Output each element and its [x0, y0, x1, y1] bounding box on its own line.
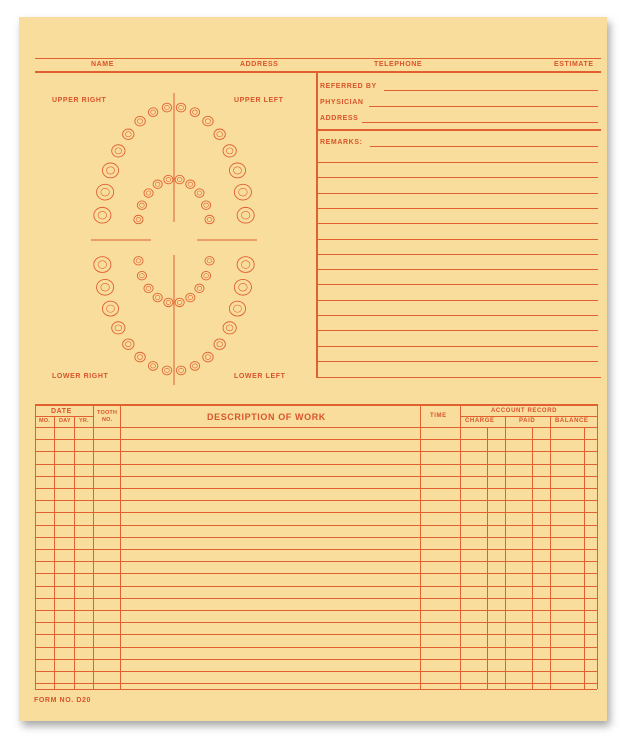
- lower-permanent-tooth: [229, 301, 245, 316]
- lower-permanent-tooth: [223, 322, 236, 334]
- upper-permanent-tooth: [176, 103, 186, 112]
- upper-primary-tooth: [186, 180, 195, 188]
- table-row-line: [35, 464, 597, 465]
- table-row-line: [35, 439, 597, 440]
- remarks-line: [317, 330, 598, 331]
- header-name-label: NAME: [91, 61, 115, 68]
- header-address-label: ADDRESS: [240, 61, 279, 68]
- remarks-line: [317, 223, 598, 224]
- upper-primary-tooth: [164, 175, 173, 183]
- remarks-line: [317, 193, 598, 194]
- upper-permanent-tooth: [102, 163, 118, 178]
- table-bottom-border: [35, 689, 597, 690]
- table-row-line: [35, 451, 597, 452]
- remarks-line: [317, 254, 598, 255]
- lower-permanent-tooth: [176, 366, 186, 375]
- remarks-line: [317, 177, 598, 178]
- upper-permanent-tooth: [223, 145, 236, 157]
- lower-permanent-tooth: [135, 352, 145, 362]
- table-row-line: [35, 683, 597, 684]
- table-right-border: [597, 404, 598, 689]
- tooth-chart: [19, 17, 319, 397]
- tooth-no-header: NO.: [102, 417, 113, 423]
- description-header: DESCRIPTION OF WORK: [207, 412, 326, 422]
- upper-left-label: UPPER LEFT: [234, 97, 284, 104]
- lower-primary-tooth: [186, 293, 195, 301]
- remarks-label: REMARKS:: [320, 139, 363, 146]
- charge-cents-divider: [487, 427, 488, 689]
- table-row-line: [35, 537, 597, 538]
- table-row-line: [35, 512, 597, 513]
- lower-permanent-tooth: [237, 257, 254, 273]
- table-row-line: [35, 586, 597, 587]
- paid-header: PAID: [519, 418, 536, 424]
- table-row-line: [35, 488, 597, 489]
- upper-permanent-tooth: [229, 163, 245, 178]
- table-row-line: [35, 659, 597, 660]
- lower-primary-tooth: [164, 298, 173, 306]
- upper-permanent-tooth: [135, 116, 145, 126]
- table-row-line: [35, 525, 597, 526]
- upper-primary-tooth: [134, 215, 143, 223]
- upper-permanent-tooth: [97, 184, 114, 200]
- day-header: DAY: [59, 418, 71, 424]
- balance-cents-divider: [584, 427, 585, 689]
- upper-primary-tooth: [201, 201, 210, 209]
- lower-permanent-tooth: [234, 279, 251, 295]
- lower-primary-tooth: [201, 271, 210, 279]
- upper-primary-tooth: [153, 180, 162, 188]
- referred-by-line: [384, 90, 598, 91]
- lower-permanent-tooth: [97, 279, 114, 295]
- lower-permanent-tooth: [162, 366, 172, 375]
- chart-divider: [316, 72, 318, 378]
- upper-permanent-tooth: [234, 184, 251, 200]
- table-row-line: [35, 476, 597, 477]
- info-bottom-line: [317, 129, 601, 131]
- remarks-line: [317, 269, 598, 270]
- date-header: DATE: [51, 408, 72, 415]
- lower-right-label: LOWER RIGHT: [52, 373, 109, 380]
- upper-primary-tooth: [175, 175, 184, 183]
- charge-header: CHARGE: [465, 418, 495, 424]
- lower-permanent-tooth: [148, 362, 158, 371]
- lower-permanent-tooth: [94, 257, 111, 273]
- lower-primary-tooth: [195, 284, 204, 292]
- lower-permanent-tooth: [123, 339, 134, 349]
- date-subheader-line: [35, 416, 93, 417]
- tooth-header: TOOTH: [97, 410, 118, 416]
- referred-by-label: REFERRED BY: [320, 83, 377, 90]
- yr-header: YR.: [79, 418, 89, 424]
- mo-header: MO.: [39, 418, 50, 424]
- table-row-line: [35, 549, 597, 550]
- lower-left-label: LOWER LEFT: [234, 373, 286, 380]
- table-row-line: [35, 561, 597, 562]
- lower-permanent-tooth: [190, 362, 200, 371]
- upper-permanent-tooth: [148, 108, 158, 117]
- lower-permanent-tooth: [112, 322, 125, 334]
- upper-section-bottom-line: [317, 377, 601, 378]
- lower-permanent-tooth: [214, 339, 225, 349]
- balance-header: BALANCE: [555, 418, 589, 424]
- upper-permanent-tooth: [94, 207, 111, 223]
- paid-balance-divider: [550, 416, 551, 689]
- lower-permanent-tooth: [102, 301, 118, 316]
- table-row-line: [35, 671, 597, 672]
- table-row-line: [35, 634, 597, 635]
- table-row-line: [35, 598, 597, 599]
- table-row-line: [35, 647, 597, 648]
- upper-primary-tooth: [137, 201, 146, 209]
- upper-primary-tooth: [195, 189, 204, 197]
- remarks-line: [317, 346, 598, 347]
- table-row-line: [35, 610, 597, 611]
- upper-right-label: UPPER RIGHT: [52, 97, 107, 104]
- upper-permanent-tooth: [162, 103, 172, 112]
- account-subheader-line: [460, 416, 597, 417]
- upper-permanent-tooth: [214, 129, 225, 139]
- remarks-line: [317, 300, 598, 301]
- lower-primary-tooth: [153, 293, 162, 301]
- physician-line: [369, 106, 598, 107]
- upper-permanent-tooth: [237, 207, 254, 223]
- lower-primary-tooth: [134, 257, 143, 265]
- address-line: [362, 122, 598, 123]
- table-row-line: [35, 622, 597, 623]
- time-header: TIME: [430, 413, 447, 419]
- paid-cents-divider: [532, 427, 533, 689]
- lower-primary-tooth: [205, 257, 214, 265]
- physician-label: PHYSICIAN: [320, 99, 364, 106]
- form-number: FORM NO. D20: [34, 697, 91, 704]
- lower-primary-tooth: [175, 298, 184, 306]
- remarks-first-line: [370, 146, 598, 147]
- upper-permanent-tooth: [203, 116, 213, 126]
- remarks-line: [317, 315, 598, 316]
- upper-permanent-tooth: [123, 129, 134, 139]
- table-row-line: [35, 573, 597, 574]
- lower-primary-tooth: [144, 284, 153, 292]
- table-row-line: [35, 500, 597, 501]
- account-record-header: ACCOUNT RECORD: [491, 408, 558, 414]
- mo-day-divider: [54, 416, 55, 689]
- info-address-label: ADDRESS: [320, 115, 359, 122]
- upper-primary-tooth: [144, 189, 153, 197]
- lower-permanent-tooth: [203, 352, 213, 362]
- remarks-line: [317, 361, 598, 362]
- remarks-line: [317, 208, 598, 209]
- charge-paid-divider: [505, 416, 506, 689]
- header-telephone-label: TELEPHONE: [374, 61, 423, 68]
- day-yr-divider: [74, 416, 75, 689]
- lower-primary-tooth: [137, 271, 146, 279]
- remarks-line: [317, 284, 598, 285]
- dental-record-form: [19, 17, 607, 721]
- upper-primary-tooth: [205, 215, 214, 223]
- remarks-line: [317, 162, 598, 163]
- upper-permanent-tooth: [190, 108, 200, 117]
- remarks-line: [317, 239, 598, 240]
- upper-permanent-tooth: [112, 145, 125, 157]
- header-estimate-label: ESTIMATE: [554, 61, 594, 68]
